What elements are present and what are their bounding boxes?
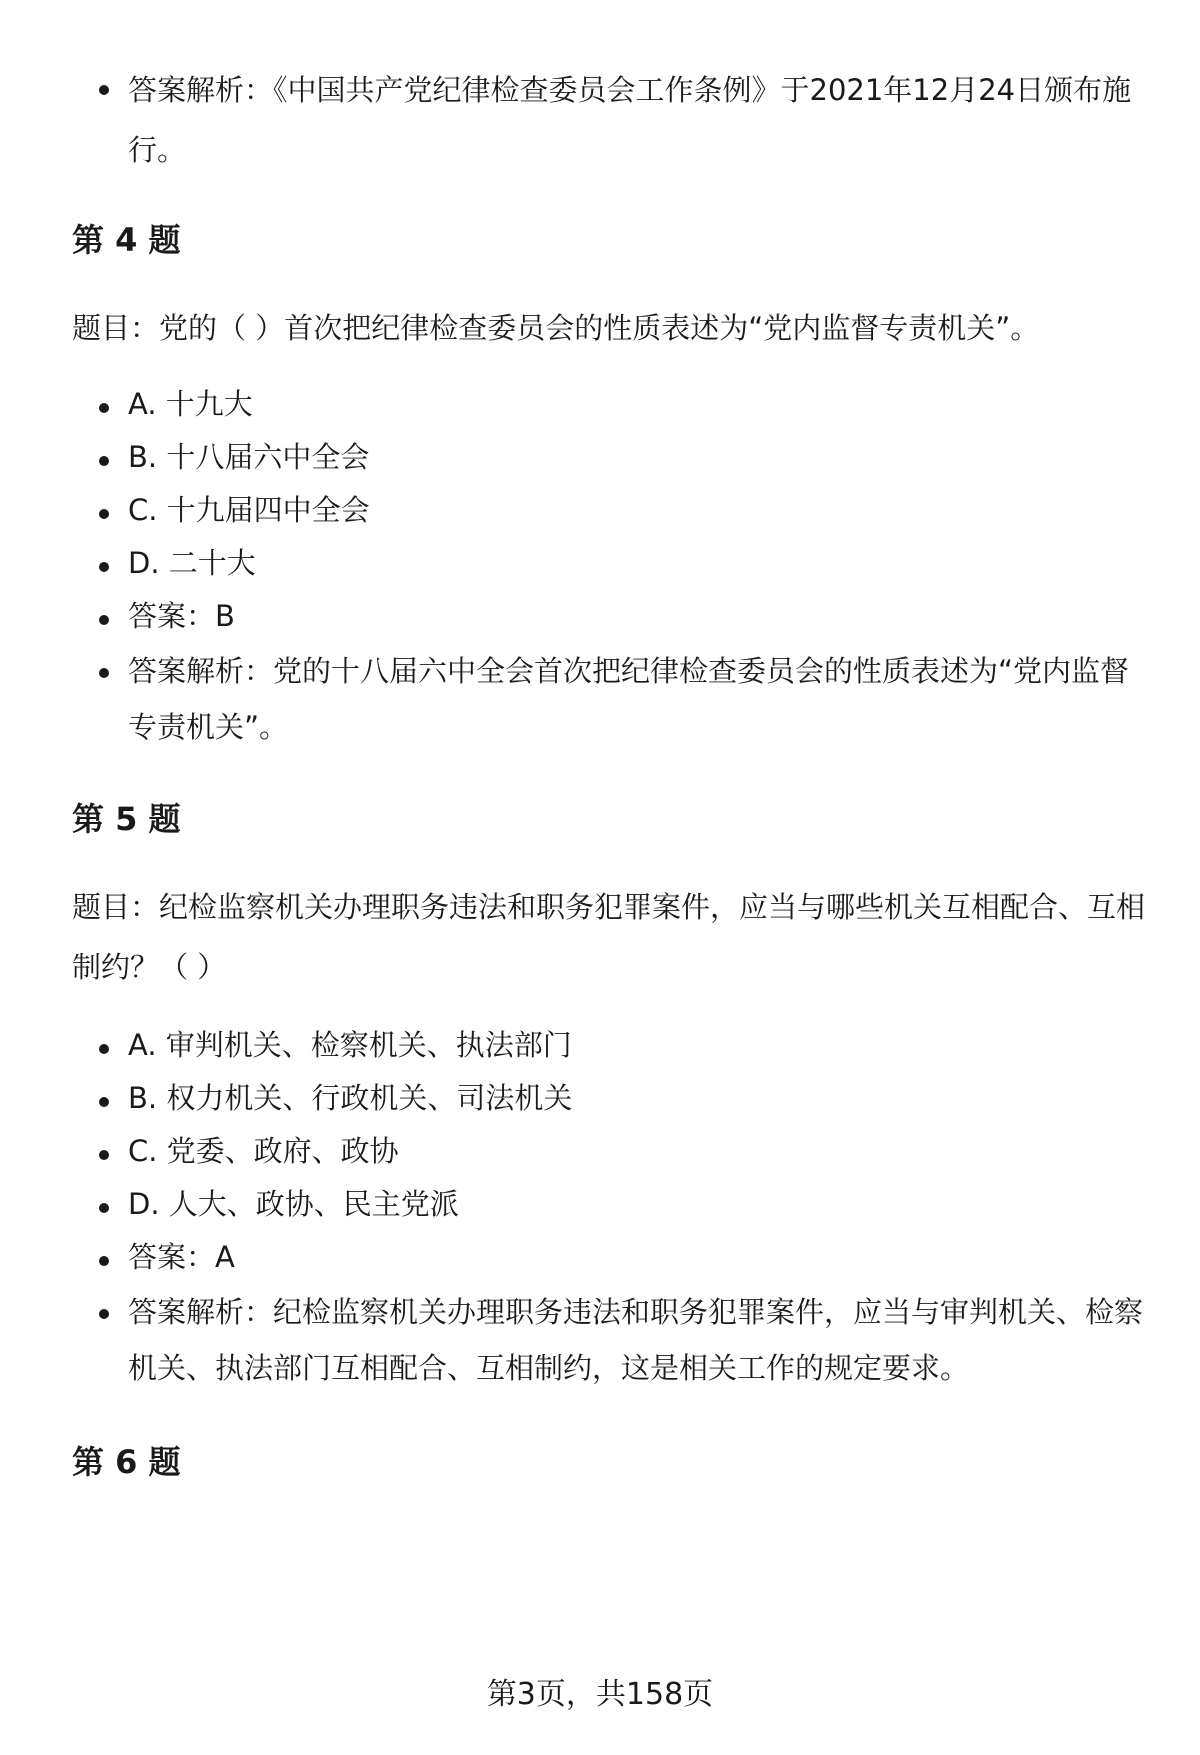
q5-option-b: B. 权力机关、行政机关、司法机关 <box>72 1072 1152 1125</box>
q4-explanation: 答案解析：党的十八届六中全会首次把纪律检查委员会的性质表述为“党内监督专责机关”。 <box>72 643 1152 755</box>
q5-answer: 答案：A <box>72 1231 1152 1284</box>
page-footer: 第3页，共158页 <box>486 1677 714 1712</box>
q4-question-text: 题目：党的（ ）首次把纪律检查委员会的性质表述为“党内监督专责机关”。 <box>72 311 1040 345</box>
q5-question-text: 题目：纪检监察机关办理职务违法和职务犯罪案件，应当与哪些机关互相配合、互相制约？（ ） <box>72 890 1146 984</box>
q3-answer-list <box>72 60 1152 180</box>
q4-heading: 第 4 题 <box>72 221 181 259</box>
q5-option-a: A. 审判机关、检察机关、执法部门 <box>72 1019 1152 1072</box>
q4-options-list <box>72 378 1152 755</box>
document-content <box>72 60 1152 1484</box>
q5-option-d: D. 人大、政协、民主党派 <box>72 1178 1152 1231</box>
q3-explanation: 答案解析：《中国共产党纪律检查委员会工作条例》于2021年12月24日颁布施行。 <box>72 60 1152 180</box>
q4-option-b: B. 十八届六中全会 <box>72 431 1152 484</box>
q4-option-d: D. 二十大 <box>72 537 1152 590</box>
q5-explanation: 答案解析：纪检监察机关办理职务违法和职务犯罪案件，应当与审判机关、检察机关、执法部门互相配合、互相制约，这是相关工作的规定要求。 <box>72 1284 1152 1396</box>
q4-answer: 答案：B <box>72 590 1152 643</box>
q5-heading: 第 5 题 <box>72 800 181 838</box>
q6-heading: 第 6 题 <box>72 1443 181 1481</box>
q4-option-a: A. 十九大 <box>72 378 1152 431</box>
q4-option-c: C. 十九届四中全会 <box>72 484 1152 537</box>
q5-option-c: C. 党委、政府、政协 <box>72 1125 1152 1178</box>
q5-options-list <box>72 1019 1152 1396</box>
